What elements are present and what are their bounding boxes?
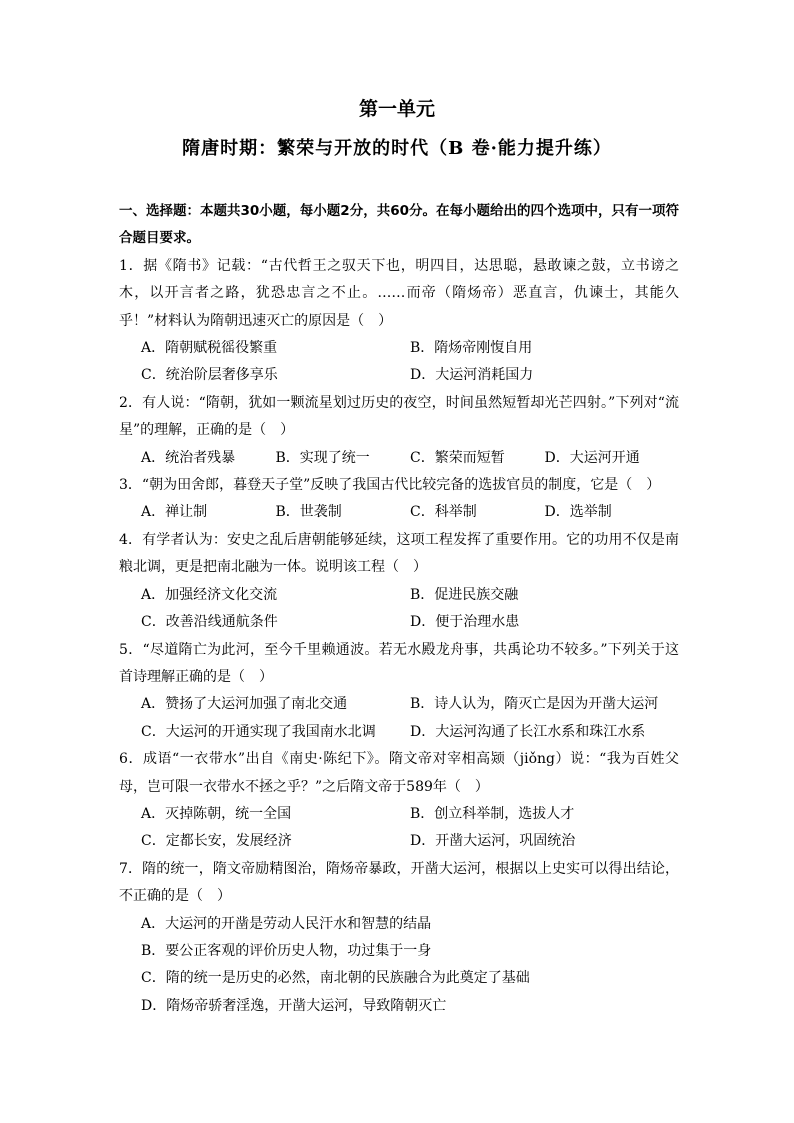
answer-option: C．定都长安，发展经济 — [141, 833, 292, 850]
answer-option: C．改善沿线通航条件 — [141, 614, 278, 631]
option-group — [119, 335, 679, 390]
answer-option: B．促进民族交融 — [410, 586, 519, 603]
option-group — [119, 911, 679, 1021]
option-group — [119, 691, 679, 746]
answer-option: D．便于治理水患 — [410, 614, 520, 631]
answer-option: D．大运河消耗国力 — [410, 367, 534, 384]
answer-option: A．赞扬了大运河加强了南北交通 — [141, 696, 348, 713]
answer-option: D．开凿大运河，巩固统治 — [410, 833, 576, 850]
answer-option: D．大运河沟通了长江水系和珠江水系 — [410, 723, 646, 740]
answer-option: C．科举制 — [410, 504, 477, 521]
option-group — [119, 801, 679, 856]
answer-option: A．禅让制 — [141, 504, 208, 521]
answer-option: A．加强经济文化交流 — [141, 586, 278, 603]
option-group — [119, 582, 679, 637]
answer-option: D．隋炀帝骄奢淫逸，开凿大运河，导致隋朝灭亡 — [141, 997, 447, 1014]
answer-option: D．大运河开通 — [544, 449, 640, 466]
answer-option: B．创立科举制，选拔人才 — [410, 805, 575, 822]
question-stem: 2．有人说：“隋朝，犹如一颗流星划过历史的夜空，时间虽然短暂却光芒四射。”下列对“流星”的理解，正确的是（ ） — [119, 394, 679, 439]
section-instructions: 一、选择题：本题共30小题，每小题2分，共60分。在每小题给出的四个选项中，只有一项符合题目要求。 — [119, 203, 679, 247]
answer-option: A．灭掉陈朝，统一全国 — [141, 805, 292, 822]
question-list — [119, 253, 679, 1020]
unit-heading: 第一单元 — [358, 98, 435, 120]
answer-option: A．统治者残暴 — [141, 449, 236, 466]
answer-option: C．隋的统一是历史的必然，南北朝的民族融合为此奠定了基础 — [141, 970, 530, 987]
question-stem: 1．据《隋书》记载：“古代哲王之驭天下也，明四目，达思聪，悬敢谏之鼓，立书谤之木，以开言者之路，犹恐忠言之不止。……而帝（隋炀帝）恶直言，仇谏士，其能久乎！”材料认为隋朝迅速灭亡的原因是（ ） — [119, 257, 679, 329]
answer-option: D．选举制 — [544, 504, 612, 521]
option-group — [119, 445, 679, 472]
question-body — [119, 198, 679, 1020]
page-title: 隋唐时期：繁荣与开放的时代（B 卷·能力提升练） — [182, 138, 612, 159]
question-stem: 6．成语“一衣带水”出自《南史·陈纪下》。隋文帝对宰相高颎（jiǒng）说：“我为百姓父母，岂可限一衣带水不拯之乎？”之后隋文帝于589年（ ） — [119, 751, 679, 795]
answer-option: B．诗人认为，隋灭亡是因为开凿大运河 — [410, 696, 659, 713]
question-stem: 4．有学者认为：安史之乱后唐朝能够延续，这项工程发挥了重要作用。它的功用不仅是南粮北调，更是把南北融为一体。说明该工程（ ） — [119, 531, 679, 576]
question-stem: 7．隋的统一，隋文帝励精图治，隋炀帝暴政，开凿大运河，根据以上史实可以得出结论，不正确的是（ ） — [119, 860, 679, 905]
answer-option: B．实现了统一 — [275, 449, 370, 466]
question-stem: 3．“朝为田舍郎，暮登天子堂”反映了我国古代比较完备的选拔官员的制度，它是（ ） — [119, 477, 661, 494]
answer-option: C．大运河的开通实现了我国南水北调 — [141, 723, 376, 740]
answer-option: C．统治阶层奢侈享乐 — [141, 367, 278, 384]
answer-option: A．隋朝赋税徭役繁重 — [141, 340, 278, 357]
option-group — [119, 499, 679, 526]
question-stem: 5．“尽道隋亡为此河，至今千里赖通波。若无水殿龙舟事，共禹论功不较多。”下列关于这首诗理解正确的是（ ） — [119, 641, 679, 685]
answer-option: C．繁荣而短暂 — [410, 449, 505, 466]
answer-option: A．大运河的开凿是劳动人民汗水和智慧的结晶 — [141, 915, 432, 932]
answer-option: B．要公正客观的评价历史人物，功过集于一身 — [141, 942, 432, 959]
answer-option: B．隋炀帝刚愎自用 — [410, 340, 533, 357]
answer-option: B．世袭制 — [275, 504, 342, 521]
